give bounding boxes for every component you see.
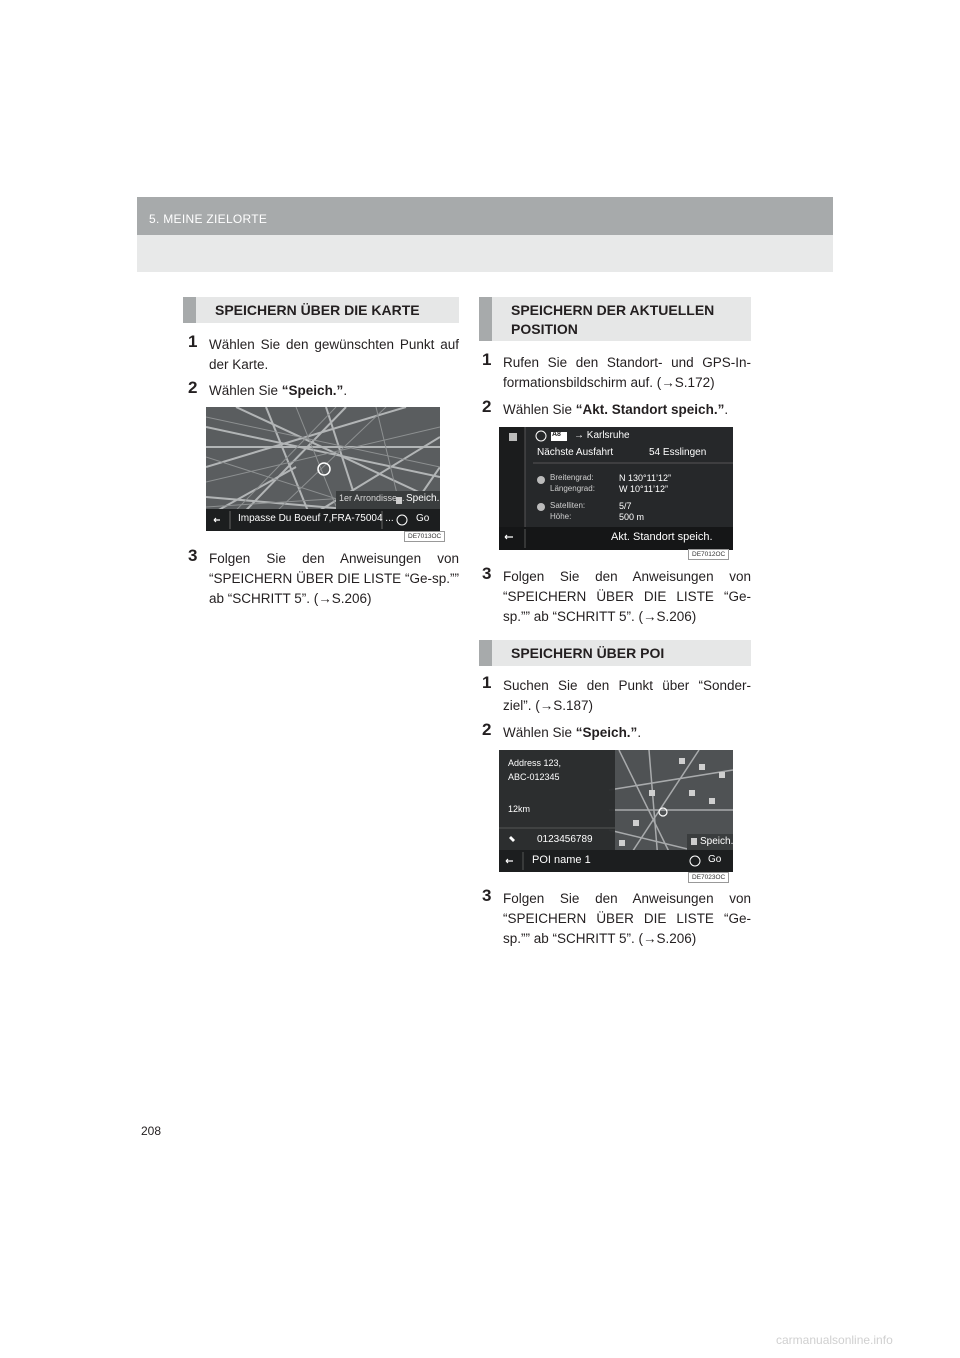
step-text: Folgen Sie den Anweisungen von “SPEICHERN ÜBER DIE LISTE “Ge-sp.”” ab “SCHRITT 5”. (→S.206) <box>503 569 751 624</box>
section-heading-poi <box>479 640 751 666</box>
save-button[interactable]: Speich. <box>406 493 440 504</box>
step-text: Wählen Sie <box>503 725 576 740</box>
page-number: 208 <box>141 1124 162 1138</box>
save-icon <box>691 838 697 845</box>
save-button[interactable]: Speich. <box>700 836 733 847</box>
step-number: 1 <box>482 673 492 692</box>
header-bar <box>137 197 833 235</box>
step-number: 3 <box>482 564 492 583</box>
step-text: Wählen Sie <box>209 383 282 398</box>
step-number: 3 <box>482 886 492 905</box>
poi-address-line1: Address 123, <box>508 758 562 768</box>
next-exit-value: 54 Esslingen <box>649 447 707 458</box>
image-code: DE7012OC <box>688 549 729 560</box>
gps-info-screenshot <box>499 427 733 550</box>
next-exit-label: Nächste Ausfahrt <box>537 447 614 458</box>
section-heading-bar <box>183 297 196 323</box>
poi-screenshot <box>499 750 733 872</box>
route-icon <box>536 431 546 441</box>
step-2-left: 2 Wählen Sie “Speich.”. <box>188 378 348 398</box>
address-text: Impasse Du Boeuf 7,FRA-75004 ... <box>238 513 394 524</box>
step-2-poi: 2 Wählen Sie “Speich.”. <box>482 720 642 740</box>
step-text: Folgen Sie den Anweisungen von “SPEICHERN ÜBER DIE LISTE “Ge-sp.”” ab “SCHRITT 5”. (→S.206) <box>209 551 459 606</box>
step-number: 2 <box>188 378 198 397</box>
step-1-right <box>482 350 751 393</box>
map-screenshot <box>206 407 440 531</box>
step-emphasis: “Akt. Standort speich.” <box>575 402 725 417</box>
poi-distance: 12km <box>508 804 531 814</box>
go-button[interactable]: Go <box>416 513 430 524</box>
image-code: DE7013OC <box>404 531 445 542</box>
poi-phone[interactable]: 0123456789 <box>537 834 593 845</box>
satellites-value: 5/7 <box>619 501 632 511</box>
satellite-icon <box>537 503 545 511</box>
step-number: 1 <box>188 332 198 351</box>
header-band <box>137 235 833 272</box>
settings-icon <box>509 433 517 441</box>
poi-name: POI name 1 <box>532 854 591 866</box>
satellites-label: Satelliten: <box>550 501 586 510</box>
go-button[interactable]: Go <box>708 854 722 865</box>
section-heading-bar <box>479 640 492 666</box>
step-text: Wählen Sie den gewünschten Punkt auf der Karte. <box>209 337 459 372</box>
map-area-label: 1er Arrondisse... <box>339 493 405 503</box>
step-1-poi <box>482 673 751 716</box>
step-text: Wählen Sie <box>503 402 576 417</box>
poi-address-line2: ABC-012345 <box>508 772 560 782</box>
step-2-right: 2 Wählen Sie “Akt. Standort speich.”. <box>482 397 729 417</box>
step-3-right <box>482 564 751 627</box>
section-heading-text: SPEICHERN ÜBER DIE KARTE <box>215 302 420 318</box>
longitude-value: W 10°11’12” <box>619 484 668 494</box>
latitude-label: Breitengrad: <box>550 473 594 482</box>
altitude-label: Höhe: <box>550 512 572 521</box>
step-text: Suchen Sie den Punkt über “Sonder-ziel”. (→S.187) <box>503 678 751 713</box>
longitude-label: Längengrad: <box>550 484 595 493</box>
step-emphasis: “Speich.” <box>575 725 638 740</box>
step-number: 2 <box>482 720 492 739</box>
section-heading-bar <box>479 297 492 341</box>
section-heading-text: SPEICHERN ÜBER POI <box>511 645 665 661</box>
step-text: Rufen Sie den Standort- und GPS-In-formationsbildschirm auf. (→S.172) <box>503 355 751 390</box>
section-heading-text: SPEICHERN DER AKTUELLEN POSITION <box>511 302 715 337</box>
location-icon <box>537 476 545 484</box>
section-heading-position <box>479 297 751 341</box>
direction-text: → Karlsruhe <box>574 430 630 441</box>
step-text: Folgen Sie den Anweisungen von “SPEICHERN ÜBER DIE LISTE “Ge-sp.”” ab “SCHRITT 5”. (→S.206) <box>503 891 751 946</box>
image-code: DE7023OC <box>688 872 729 883</box>
altitude-value: 500 m <box>619 512 645 522</box>
step-number: 3 <box>188 546 198 565</box>
step-emphasis: “Speich.” <box>281 383 344 398</box>
step-number: 2 <box>482 397 492 416</box>
watermark: carmanualsonline.info <box>776 1333 893 1347</box>
step-3-left <box>188 546 459 609</box>
chapter-title: 5. MEINE ZIELORTE <box>149 212 268 226</box>
step-3-poi <box>482 886 751 949</box>
section-heading-map <box>183 297 459 323</box>
latitude-value: N 130°11’12” <box>619 473 671 483</box>
step-1-left <box>188 332 459 375</box>
road-badge: A8 <box>552 431 561 438</box>
save-position-button[interactable]: Akt. Standort speich. <box>611 531 713 543</box>
step-number: 1 <box>482 350 492 369</box>
